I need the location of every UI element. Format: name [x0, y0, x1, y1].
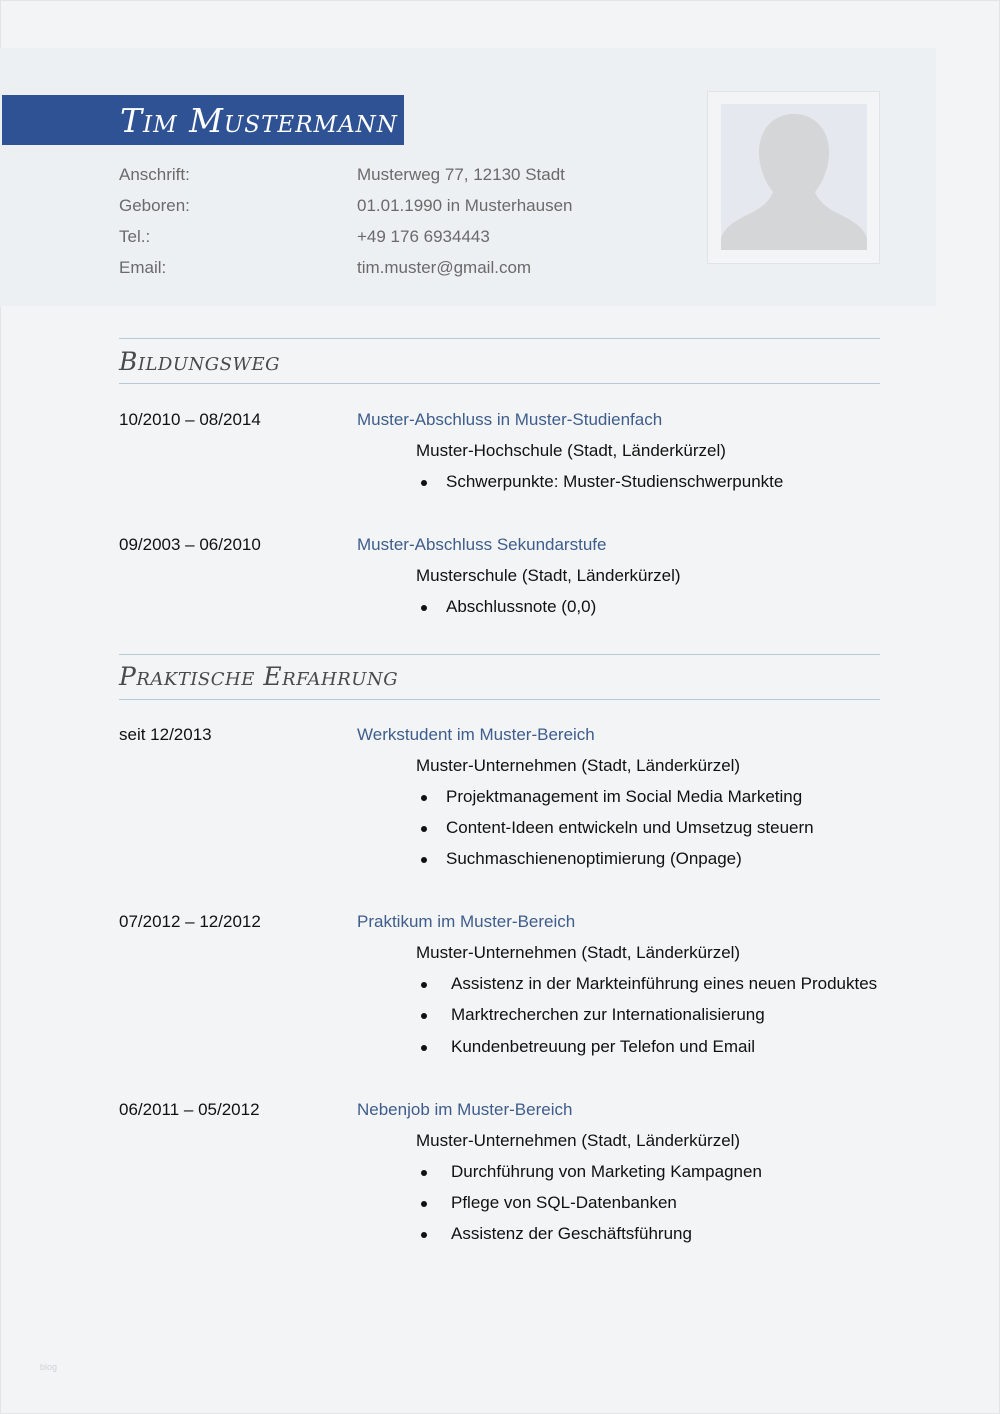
contact-row-phone: [119, 225, 679, 249]
bullet-icon: [421, 1201, 427, 1207]
entry-date: seit 12/2013: [119, 725, 212, 744]
list-item-text: Kundenbetreuung per Telefon und Email: [451, 1037, 756, 1056]
contact-value: +49 176 6934443: [357, 227, 490, 246]
contact-label: Geboren:: [119, 196, 190, 215]
list-item-text: Suchmaschienenoptimierung (Onpage): [446, 849, 742, 868]
entry-date: 07/2012 – 12/2012: [119, 912, 261, 931]
entry-title: Nebenjob im Muster-Bereich: [357, 1100, 573, 1119]
person-name: Tim Mustermann: [120, 101, 398, 140]
entry-institution: Muster-Unternehmen (Stadt, Länderkürzel): [416, 943, 741, 962]
bullet-icon: [421, 1232, 427, 1238]
entry-institution: Muster-Unternehmen (Stadt, Länderkürzel): [416, 756, 741, 775]
list-item-text: Assistenz in der Markteinführung eines neuen Produktes: [451, 974, 878, 993]
entry-title: Muster-Abschluss Sekundarstufe: [357, 535, 607, 554]
bullet-icon: [421, 1013, 427, 1019]
entry-date: 09/2003 – 06/2010: [119, 535, 261, 554]
section-rule-bottom: [119, 383, 880, 384]
bullet-icon: [421, 826, 427, 832]
bullet-icon: [421, 605, 427, 611]
contact-label: Anschrift:: [119, 165, 190, 184]
section-rule-top: [119, 338, 880, 339]
contact-value: 01.01.1990 in Musterhausen: [357, 196, 573, 215]
list-item-text: Assistenz der Geschäftsführung: [451, 1224, 692, 1243]
entry-title: Muster-Abschluss in Muster-Studienfach: [357, 410, 663, 429]
bullet-icon: [421, 982, 427, 988]
contact-label: Email:: [119, 258, 167, 277]
section-rule-top: [119, 654, 880, 655]
bullet-icon: [421, 1170, 427, 1176]
contact-value: Musterweg 77, 12130 Stadt: [357, 165, 565, 184]
list-item-text: Content-Ideen entwickeln und Umsetzug steuern: [446, 818, 814, 837]
person-silhouette-icon: [721, 104, 867, 250]
entry-date: 10/2010 – 08/2014: [119, 410, 261, 429]
list-item-text: Projektmanagement im Social Media Marketing: [446, 787, 803, 806]
bullet-icon: [421, 480, 427, 486]
list-item-text: Abschlussnote (0,0): [446, 597, 597, 616]
entry-title: Praktikum im Muster-Bereich: [357, 912, 576, 931]
list-item-text: Marktrecherchen zur Internationalisierung: [451, 1005, 765, 1024]
contact-row-email: [119, 256, 679, 280]
contact-row-birth: [119, 194, 679, 218]
section-title-education: Bildungsweg: [119, 347, 281, 376]
entry-institution: Musterschule (Stadt, Länderkürzel): [416, 566, 681, 585]
section-title-experience: Praktische Erfahrung: [119, 662, 399, 691]
entry-title: Werkstudent im Muster-Bereich: [357, 725, 595, 744]
list-item-text: Pflege von SQL-Datenbanken: [451, 1193, 677, 1212]
contact-value: tim.muster@gmail.com: [357, 258, 532, 277]
entry-institution: Muster-Hochschule (Stadt, Länderkürzel): [416, 441, 726, 460]
entry-institution: Muster-Unternehmen (Stadt, Länderkürzel): [416, 1131, 741, 1150]
contact-row-address: [119, 163, 679, 187]
list-item-text: Durchführung von Marketing Kampagnen: [451, 1162, 762, 1181]
profile-photo-frame: [707, 91, 880, 264]
entry-date: 06/2011 – 05/2012: [119, 1100, 260, 1119]
bullet-icon: [421, 857, 427, 863]
bullet-icon: [421, 1045, 427, 1051]
section-rule-bottom: [119, 699, 880, 700]
contact-label: Tel.:: [119, 227, 151, 246]
watermark: blog: [40, 1362, 58, 1372]
bullet-icon: [421, 795, 427, 801]
list-item-text: Schwerpunkte: Muster-Studienschwerpunkte: [446, 472, 784, 491]
profile-photo: [721, 104, 867, 250]
